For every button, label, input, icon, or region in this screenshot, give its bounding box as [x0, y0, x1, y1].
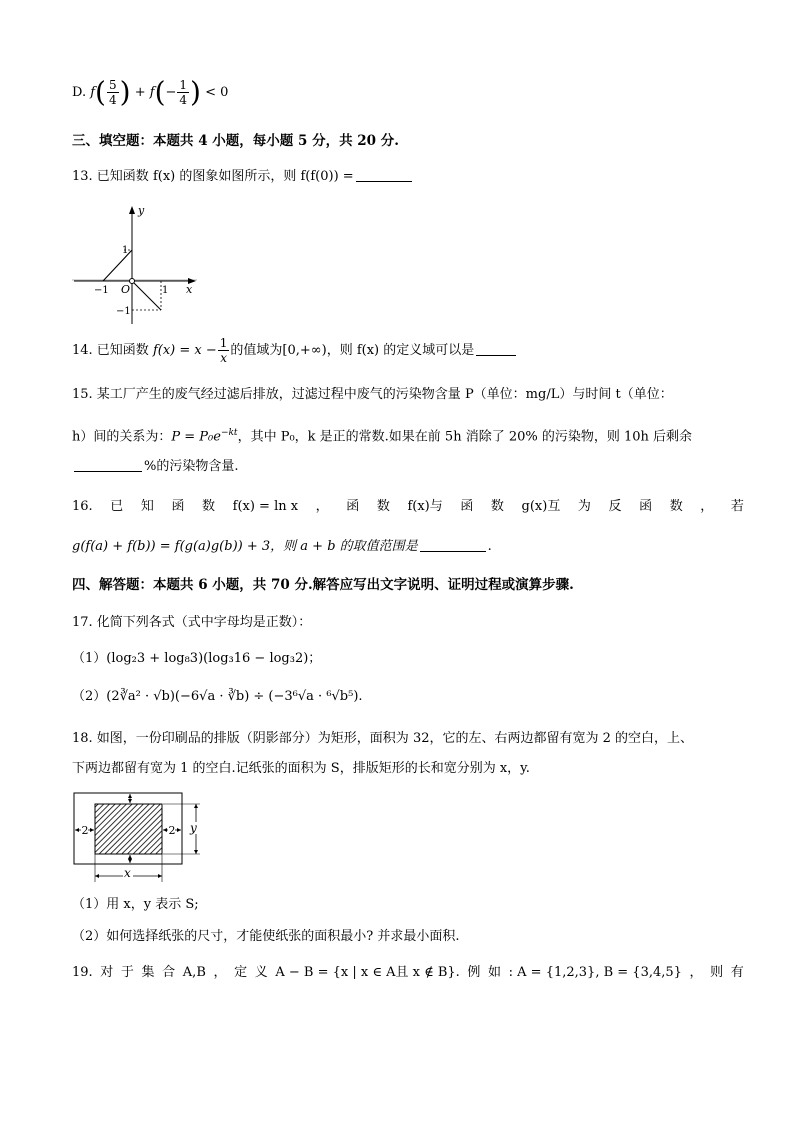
q16-line1-token: 数 — [490, 499, 504, 514]
q16-line1-token: 函 — [346, 499, 360, 514]
right-margin-label: 2 — [168, 824, 176, 837]
tick-1-y: 1 — [122, 245, 129, 256]
x-dimension-label: x — [124, 866, 131, 880]
q16-line1-token: ， — [315, 499, 329, 514]
q16-line1-token: 若 — [730, 499, 744, 514]
q16-line2: g(f(a) + f(b)) = f(g(a)g(b)) + 3，则 a + b 的取值范围是 . — [72, 539, 492, 554]
q15-answer-blank — [74, 457, 142, 472]
q16-line1-token: 数 — [376, 499, 390, 514]
q16-line1-token: 函 — [171, 499, 185, 514]
q15-line1: 15. 某工厂产生的废气经过滤后排放，过滤过程中废气的污染物含量 P（单位：mg/L）与时间 t（单位： — [72, 387, 673, 402]
q18-line1: 18. 如图，一份印刷品的排版（阴影部分）为矩形，面积为 32，它的左、右两边都留有宽为 2 的空白，上、 — [72, 731, 694, 746]
option-d: D. f( $\frac{5}{4}$ ) + f(− $\frac{1}{4}$ ) < 0 — [72, 75, 229, 109]
q14-answer-blank — [476, 341, 516, 356]
q19-line1-token: ， — [213, 965, 227, 980]
q19-line1-token: 则 — [710, 965, 724, 980]
q16-line1-token: 函 — [639, 499, 653, 514]
tick-neg1-y: −1 — [116, 306, 131, 317]
q16-line1-token: 为 — [577, 499, 591, 514]
q14-text: 14. 已知函数 f(x) = x − $\frac{1}{x}$ 的值域为[0,+∞)，则 f(x) 的定义域可以是 — [72, 336, 744, 366]
q16-line1-token: f(x) = ln x — [232, 499, 299, 514]
q16-line1-token: g(x)互 — [521, 499, 561, 514]
q19-line1-token: 有 — [730, 965, 744, 980]
section-4-title: 四、解答题：本题共 6 小题，共 70 分.解答应写出文字说明、证明过程或演算步骤. — [72, 577, 574, 593]
q17-part2: （2）(2∛a² · √b)(−6√a · ∛b) ÷ (−3⁶√a · ⁶√b⁵). — [72, 689, 363, 704]
y-dimension-label: y — [190, 821, 197, 835]
q19-line1-token: 对 — [100, 965, 114, 980]
q16-line1 — [72, 496, 744, 518]
origin-label: O — [121, 283, 131, 296]
option-d-f1: f — [90, 85, 96, 100]
q19-line1-token: 集 — [141, 965, 155, 980]
q19-line1-token: 定 — [234, 965, 248, 980]
q18-layout-figure — [72, 790, 212, 886]
frac-1-4: $\frac{1}{4}$ — [179, 78, 188, 107]
print-area — [95, 804, 162, 854]
open-point-origin — [130, 279, 135, 284]
q19-line1-token: 义 — [254, 965, 268, 980]
q16-line1-token: 16. — [72, 499, 93, 514]
graph-segment-right — [132, 281, 161, 310]
q16-line1-token: 知 — [140, 499, 154, 514]
q19-line1-token: 例 — [467, 965, 481, 980]
q19-line1-token: 如 — [488, 965, 502, 980]
q19-line1-token: 合 — [162, 965, 176, 980]
section-3-title: 三、填空题：本题共 4 小题，每小题 5 分，共 20 分. — [72, 133, 399, 149]
q16-line1-token: 数 — [202, 499, 216, 514]
q16-line1-token: 反 — [608, 499, 622, 514]
tick-neg1-x: −1 — [94, 285, 109, 296]
q18-part2: （2）如何选择纸张的尺寸，才能使纸张的面积最小? 并求最小面积. — [72, 929, 460, 944]
q13-text: 13. 已知函数 f(x) 的图象如图所示，则 f(f(0)) = — [72, 166, 744, 188]
q15-line2: h）间的关系为：$P = P_0e^{-kt}$，其中 P₀，k 是正的常数.如果在前 5h 消除了 20% 的污染物，则 10h 后剩余 — [72, 428, 693, 445]
q16-line1-token: f(x)与 — [407, 499, 443, 514]
q17-title: 17. 化简下列各式（式中字母均是正数）： — [72, 615, 312, 630]
q19-line1-token: : A = {1,2,3}, B = {3,4,5} — [508, 965, 682, 980]
q16-line1-token: 数 — [669, 499, 683, 514]
frac-5-4: $\frac{5}{4}$ — [108, 78, 117, 107]
y-axis-arrow — [129, 206, 135, 214]
q14-frac: $\frac{1}{x}$ — [219, 336, 228, 365]
q18-line2: 下两边都留有宽为 1 的空白.记纸张的面积为 S，排版矩形的长和宽分别为 x，y. — [72, 761, 530, 776]
q13-answer-blank — [356, 167, 412, 182]
q19-line1-token: 19. — [72, 965, 93, 980]
q18-part1: （1）用 x，y 表示 S; — [72, 897, 199, 912]
q16-line1-token: 函 — [460, 499, 474, 514]
q17-part1: （1）(log₂3 + log₈3)(log₃16 − log₃2)； — [72, 651, 322, 666]
tick-1-x: 1 — [162, 285, 169, 296]
q16-line1-token: ， — [700, 499, 714, 514]
option-d-f2: f — [149, 85, 155, 100]
left-margin-label: 2 — [81, 824, 89, 837]
q16-answer-blank — [420, 537, 486, 552]
y-axis-label: y — [138, 204, 145, 217]
q15-line3: %的污染物含量. — [72, 456, 744, 478]
q16-line1-token: 已 — [110, 499, 124, 514]
q19-line1 — [72, 962, 744, 984]
x-axis-label: x — [186, 283, 193, 296]
q19-line1-token: A,B — [182, 965, 206, 980]
q19-line1-token: ， — [689, 965, 703, 980]
q13-function-graph — [72, 200, 212, 330]
q19-line1-token: 于 — [120, 965, 134, 980]
q19-line1-token: A − B = {x | x ∈ A且 x ∉ B}. — [275, 965, 460, 980]
